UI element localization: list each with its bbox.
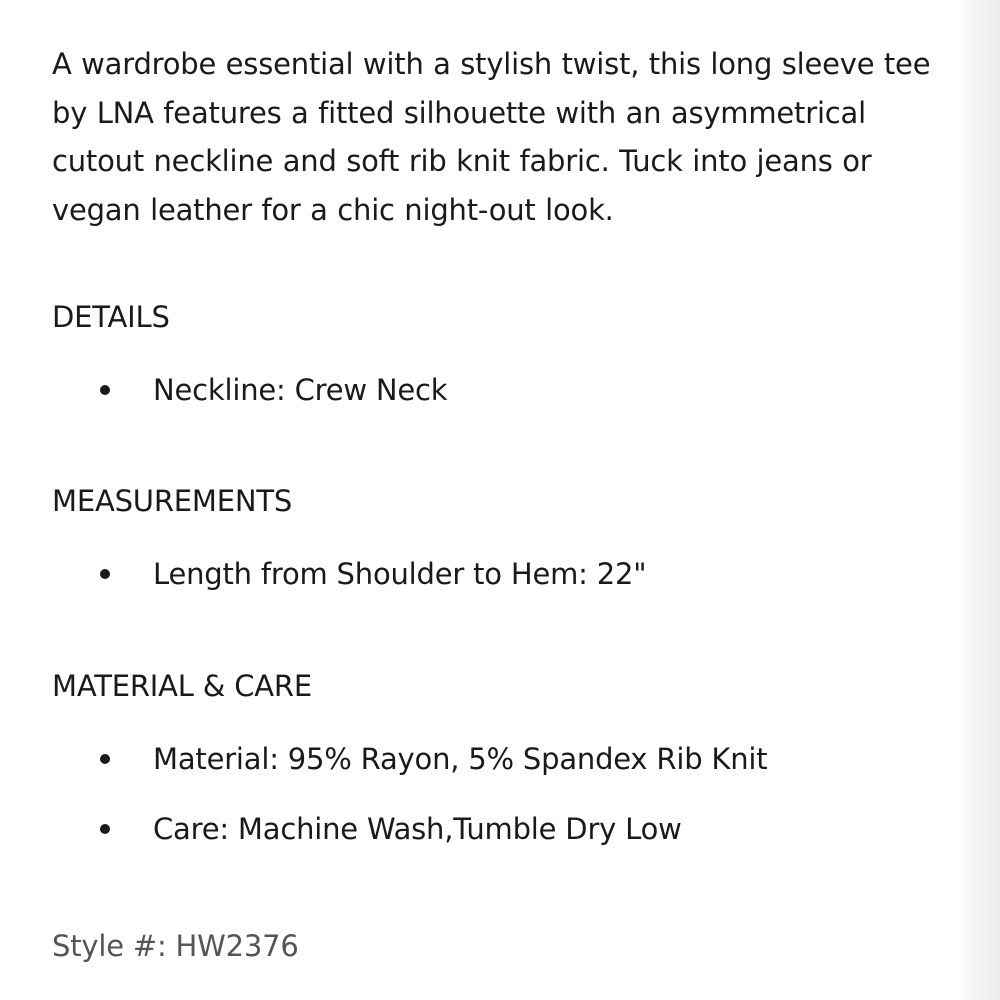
list-item <box>52 554 932 594</box>
neckline-text: Neckline: Crew Neck <box>153 373 448 407</box>
list-item <box>52 809 932 849</box>
bullet-icon <box>100 824 110 834</box>
material-care-heading: MATERIAL & CARE <box>52 669 312 703</box>
material-text: Material: 95% Rayon, 5% Spandex Rib Knit <box>153 742 768 776</box>
list-item <box>52 370 932 410</box>
bullet-icon <box>100 385 110 395</box>
details-heading: DETAILS <box>52 300 170 334</box>
product-description: A wardrobe essential with a stylish twist, this long sleeve tee by LNA features a fitted silhouette with an asymmetrical cutout neckline and soft rib knit fabric. Tuck into jeans or vegan leather for a chic night-out look. <box>52 47 931 227</box>
bullet-icon <box>100 569 110 579</box>
bullet-icon <box>100 754 110 764</box>
style-number: Style #: HW2376 <box>52 929 299 963</box>
care-text: Care: Machine Wash,Tumble Dry Low <box>153 812 682 846</box>
right-edge-shadow <box>956 0 1000 1000</box>
length-text: Length from Shoulder to Hem: 22" <box>153 557 647 591</box>
list-item <box>52 739 932 779</box>
measurements-heading: MEASUREMENTS <box>52 484 293 518</box>
product-details-content <box>52 40 952 963</box>
